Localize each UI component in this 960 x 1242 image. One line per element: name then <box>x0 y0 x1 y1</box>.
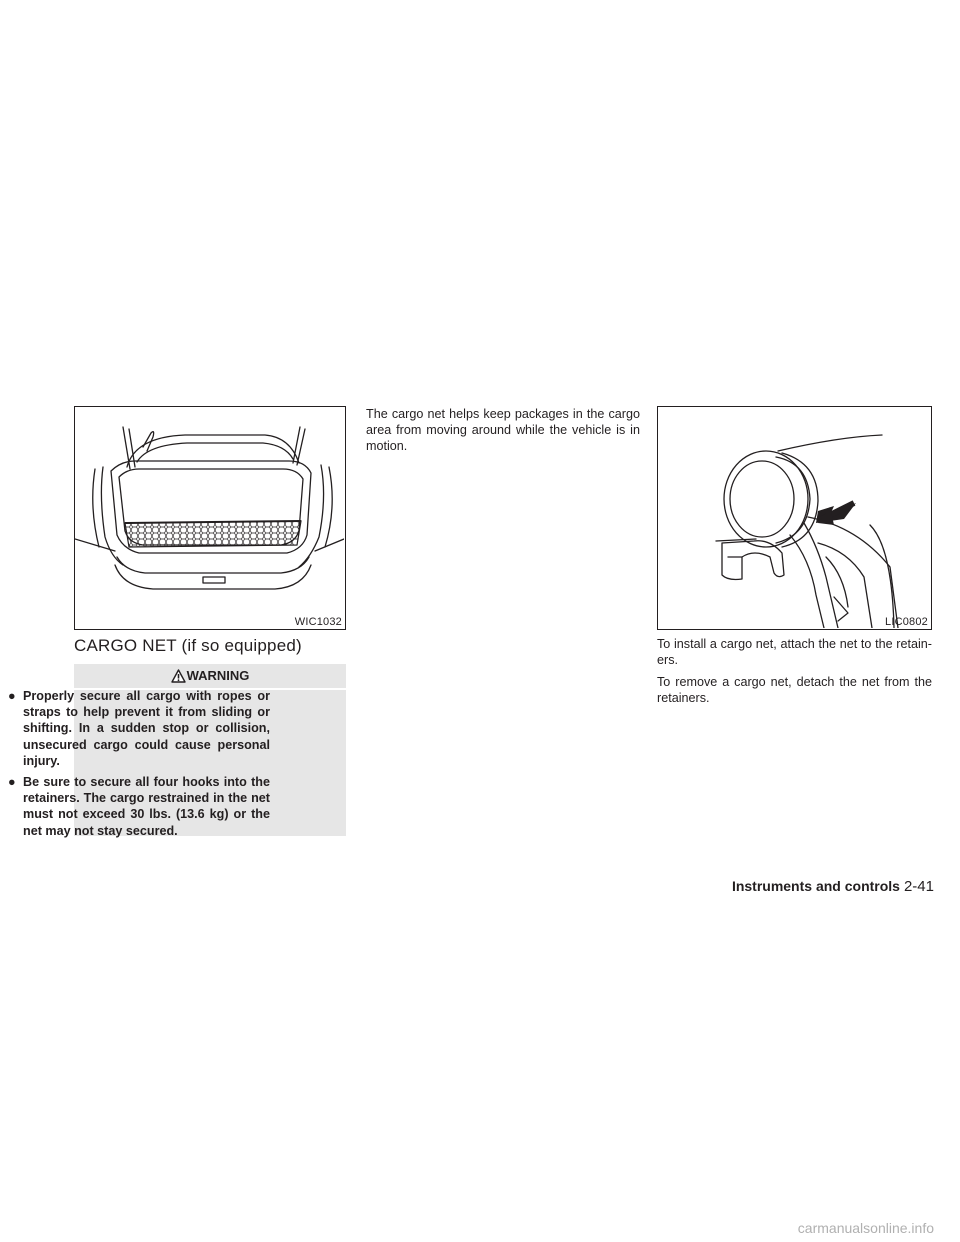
retainer-hook-drawing <box>658 407 930 628</box>
bullet-icon: ● <box>8 775 16 789</box>
warning-item-text: Be sure to secure all four hooks into the retainers. The cargo restrained in the net must not exceed 30 lbs. (13.6 kg) or the net may not stay secured. <box>23 775 270 838</box>
figure-code: WIC1032 <box>294 616 342 628</box>
section-title: CARGO NET (if so equipped) <box>74 636 302 655</box>
warning-item <box>8 774 270 839</box>
cargo-net-description: The cargo net helps keep packages in the cargo area from moving around while the vehicle is in motion. <box>366 407 640 453</box>
warning-item-text: Properly secure all cargo with ropes or straps to help prevent it from sliding or shifting. In a sudden stop or collision, unsecured cargo could cause personal injury. <box>23 689 270 768</box>
watermark: carmanualsonline.info <box>797 1220 934 1236</box>
footer-section-name: Instruments and controls <box>731 878 900 894</box>
retainer-illustration <box>657 406 932 630</box>
page-number: 2-41 <box>903 878 934 895</box>
warning-triangle-icon <box>171 669 186 683</box>
cargo-net-illustration <box>74 406 346 630</box>
figure-code: LIC0802 <box>885 616 928 628</box>
trunk-cargo-net-drawing <box>75 407 344 628</box>
remove-instructions: To remove a cargo net, detach the net from the retainers. <box>657 675 932 705</box>
warning-heading-text: WARNING <box>186 668 250 683</box>
install-instructions: To install a cargo net, attach the net to the retain- ers. <box>657 637 932 667</box>
warning-heading <box>74 668 346 686</box>
page-footer <box>732 878 934 895</box>
bullet-icon: ● <box>8 689 16 703</box>
warning-item <box>8 688 270 769</box>
